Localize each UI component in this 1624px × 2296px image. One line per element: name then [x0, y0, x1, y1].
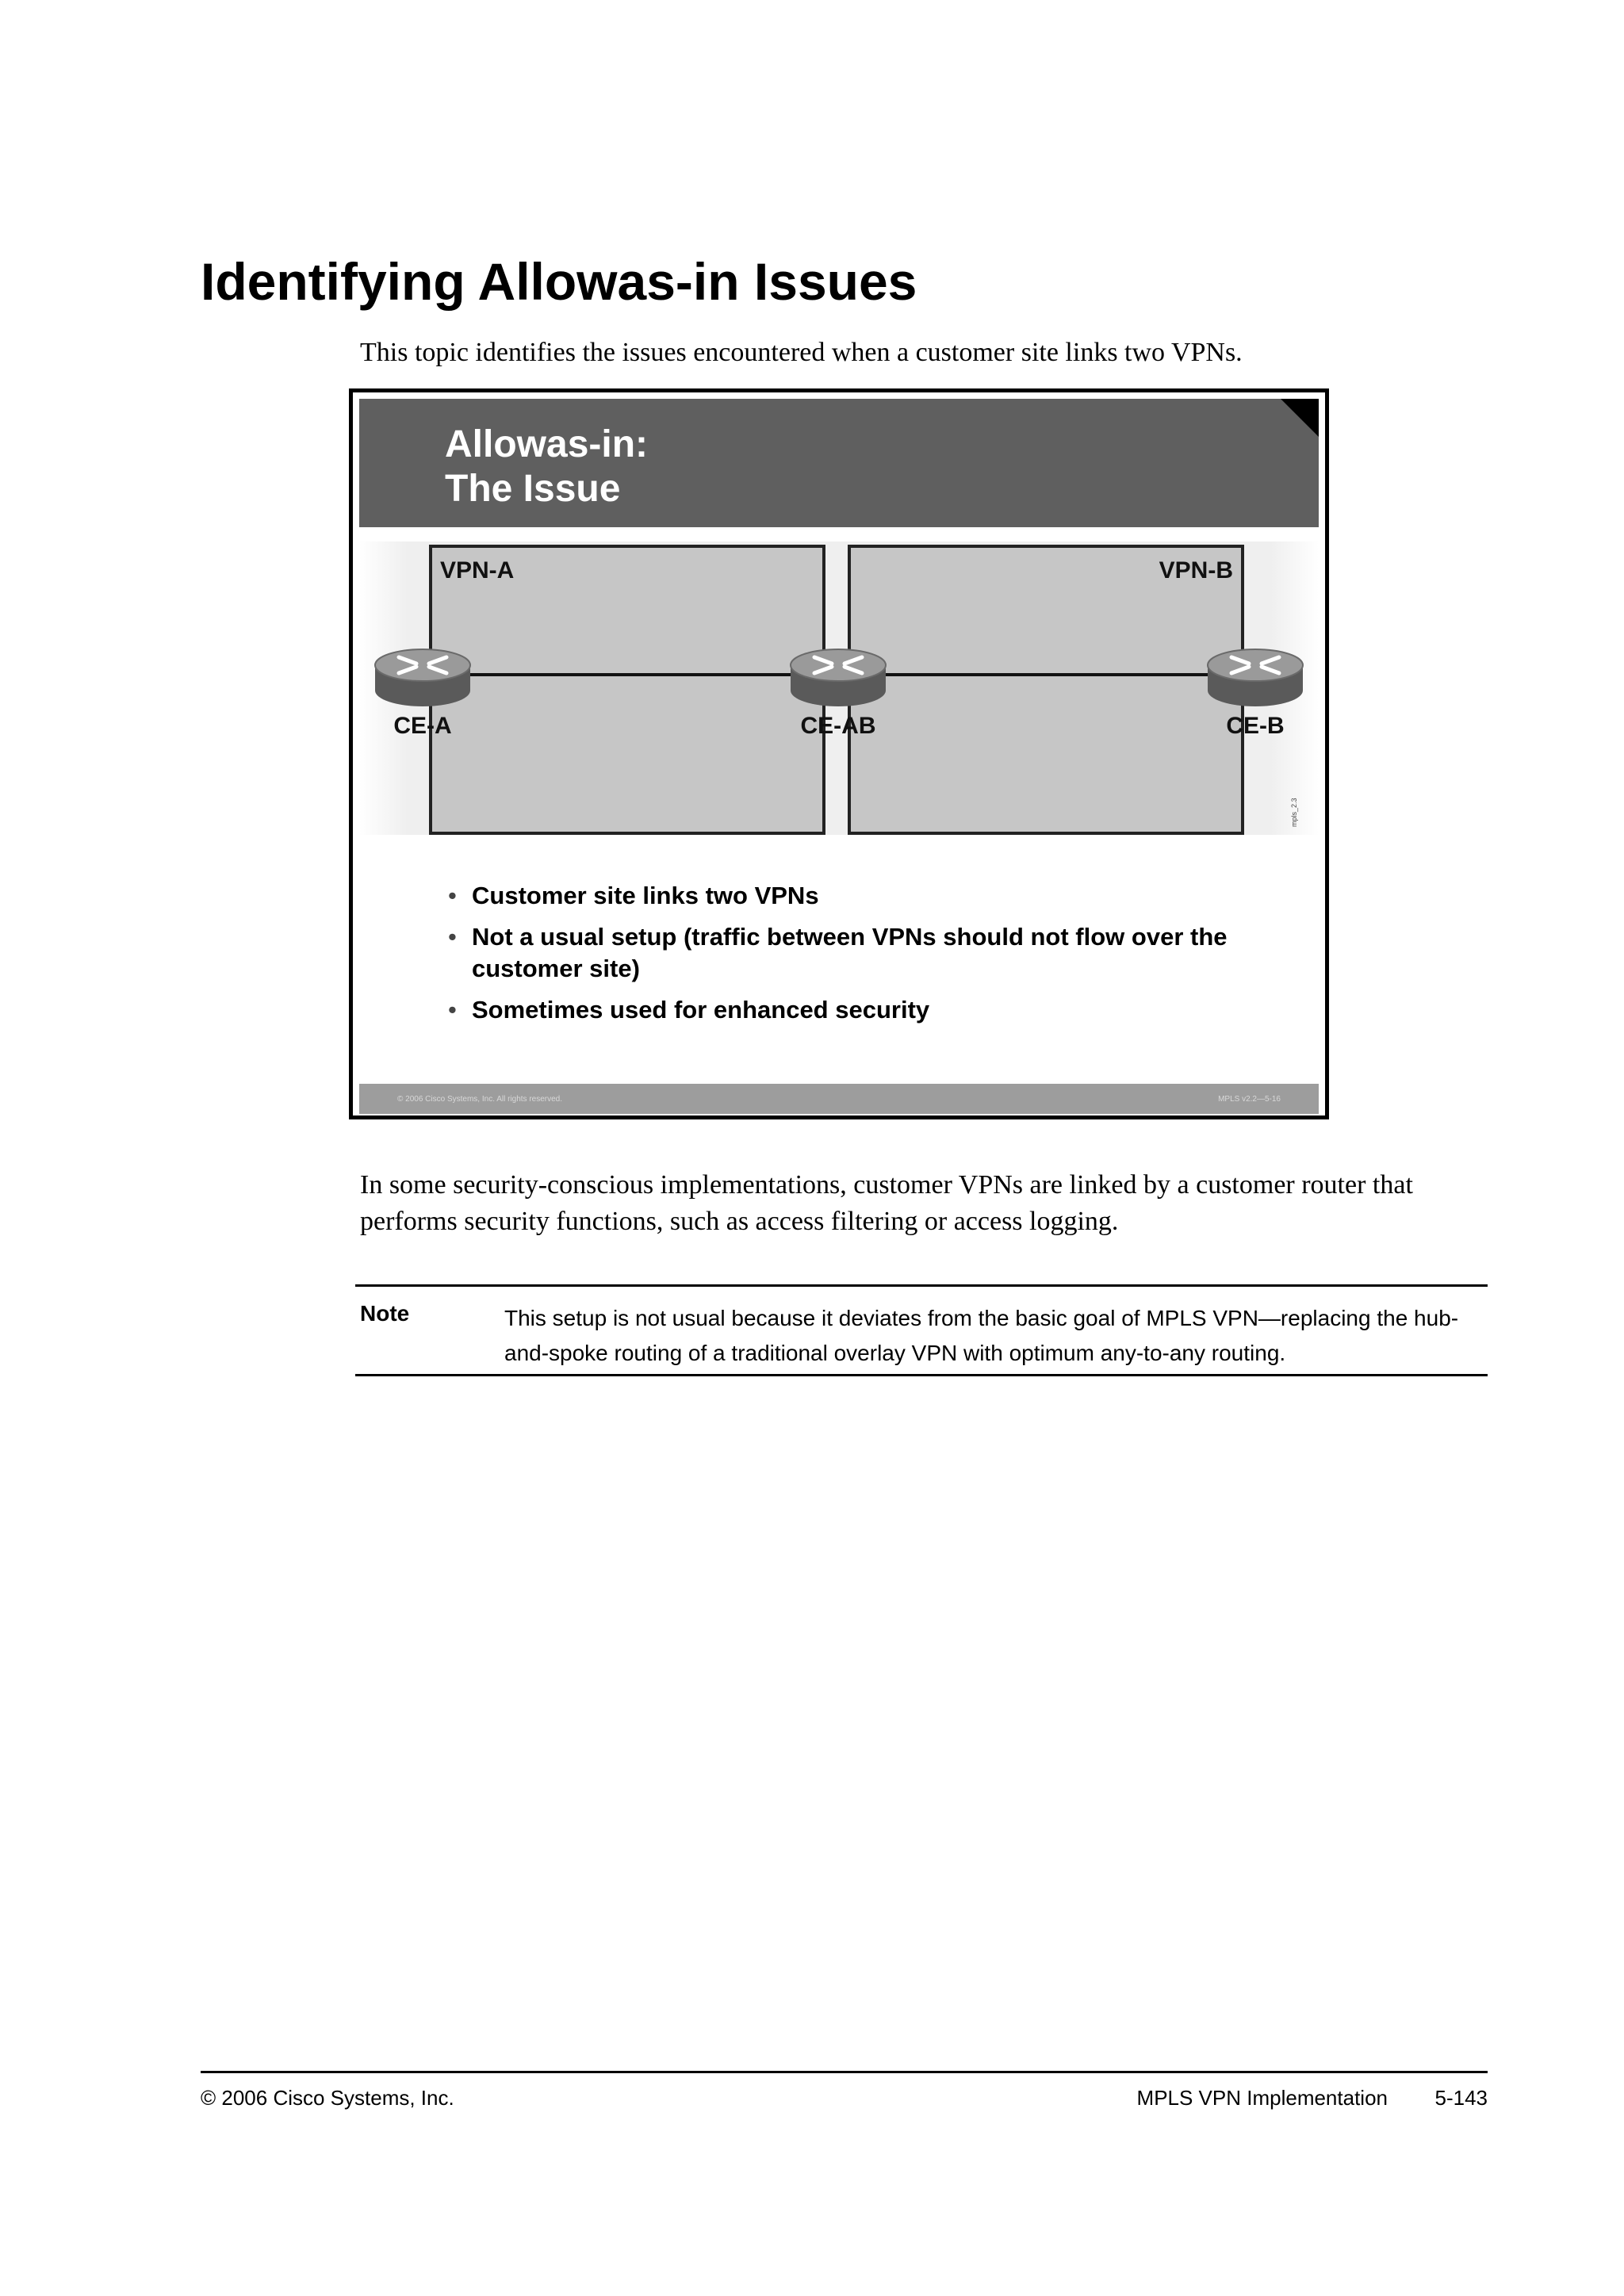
vpn-b-label: VPN-B [1159, 557, 1233, 584]
router-icon [1208, 649, 1303, 706]
slide-footer-copyright: © 2006 Cisco Systems, Inc. All rights reserved. [397, 1095, 563, 1104]
bullet-dot: • [448, 923, 457, 951]
figure-code: mpls_2.3 [1290, 798, 1298, 827]
bullet-text: Not a usual setup (traffic between VPNs should not flow over the customer site) [472, 923, 1228, 982]
router-icon [375, 649, 470, 706]
network-diagram [359, 541, 1319, 835]
slide-title-line1: Allowas-in: [445, 423, 649, 465]
slide-figure [349, 388, 1329, 1119]
slide-title [445, 423, 648, 511]
footer-course-title: MPLS VPN Implementation [1136, 2086, 1388, 2110]
vpn-a-box [431, 546, 824, 833]
note-text: This setup is not usual because it deviates from the basic goal of MPLS VPN—replacing the hub-and-spoke routing of a traditional overlay VPN with optimum any-to-any routing. [504, 1306, 1459, 1365]
slide-corner-mark [1281, 399, 1319, 437]
slide-footer-code: MPLS v2.2—5-16 [1218, 1095, 1281, 1104]
bullet-dot: • [448, 882, 457, 909]
footer-copyright: © 2006 Cisco Systems, Inc. [201, 2086, 454, 2110]
vpn-a-label: VPN-A [440, 557, 515, 584]
bullet-item [448, 994, 1257, 1026]
router-label-ce-b: CE-B [1226, 713, 1285, 739]
bullet-item [448, 921, 1257, 985]
router-label-ce-ab: CE-AB [800, 713, 876, 739]
bullet-text: Customer site links two VPNs [472, 882, 819, 909]
note-label: Note [360, 1301, 410, 1326]
bullet-text: Sometimes used for enhanced security [472, 996, 930, 1024]
vpn-b-box [849, 546, 1243, 833]
bullet-item [448, 880, 1257, 912]
page-number: 5-143 [1434, 2086, 1488, 2110]
slide-bullets [448, 880, 1257, 1035]
section-title: Identifying Allowas-in Issues [201, 252, 917, 311]
slide-header [359, 399, 1319, 527]
router-icon [791, 649, 886, 706]
bullet-dot: • [448, 996, 457, 1024]
slide-footer [359, 1084, 1319, 1114]
router-label-ce-a: CE-A [393, 713, 452, 739]
note-box [355, 1284, 1488, 1376]
body-paragraph: In some security-conscious implementations, customer VPNs are linked by a customer router that performs security functions, such as access filtering or access logging. [360, 1170, 1413, 1236]
page-footer [201, 2071, 1488, 2121]
slide-title-line2: The Issue [445, 468, 621, 510]
intro-text: This topic identifies the issues encountered when a customer site links two VPNs. [360, 338, 1243, 367]
